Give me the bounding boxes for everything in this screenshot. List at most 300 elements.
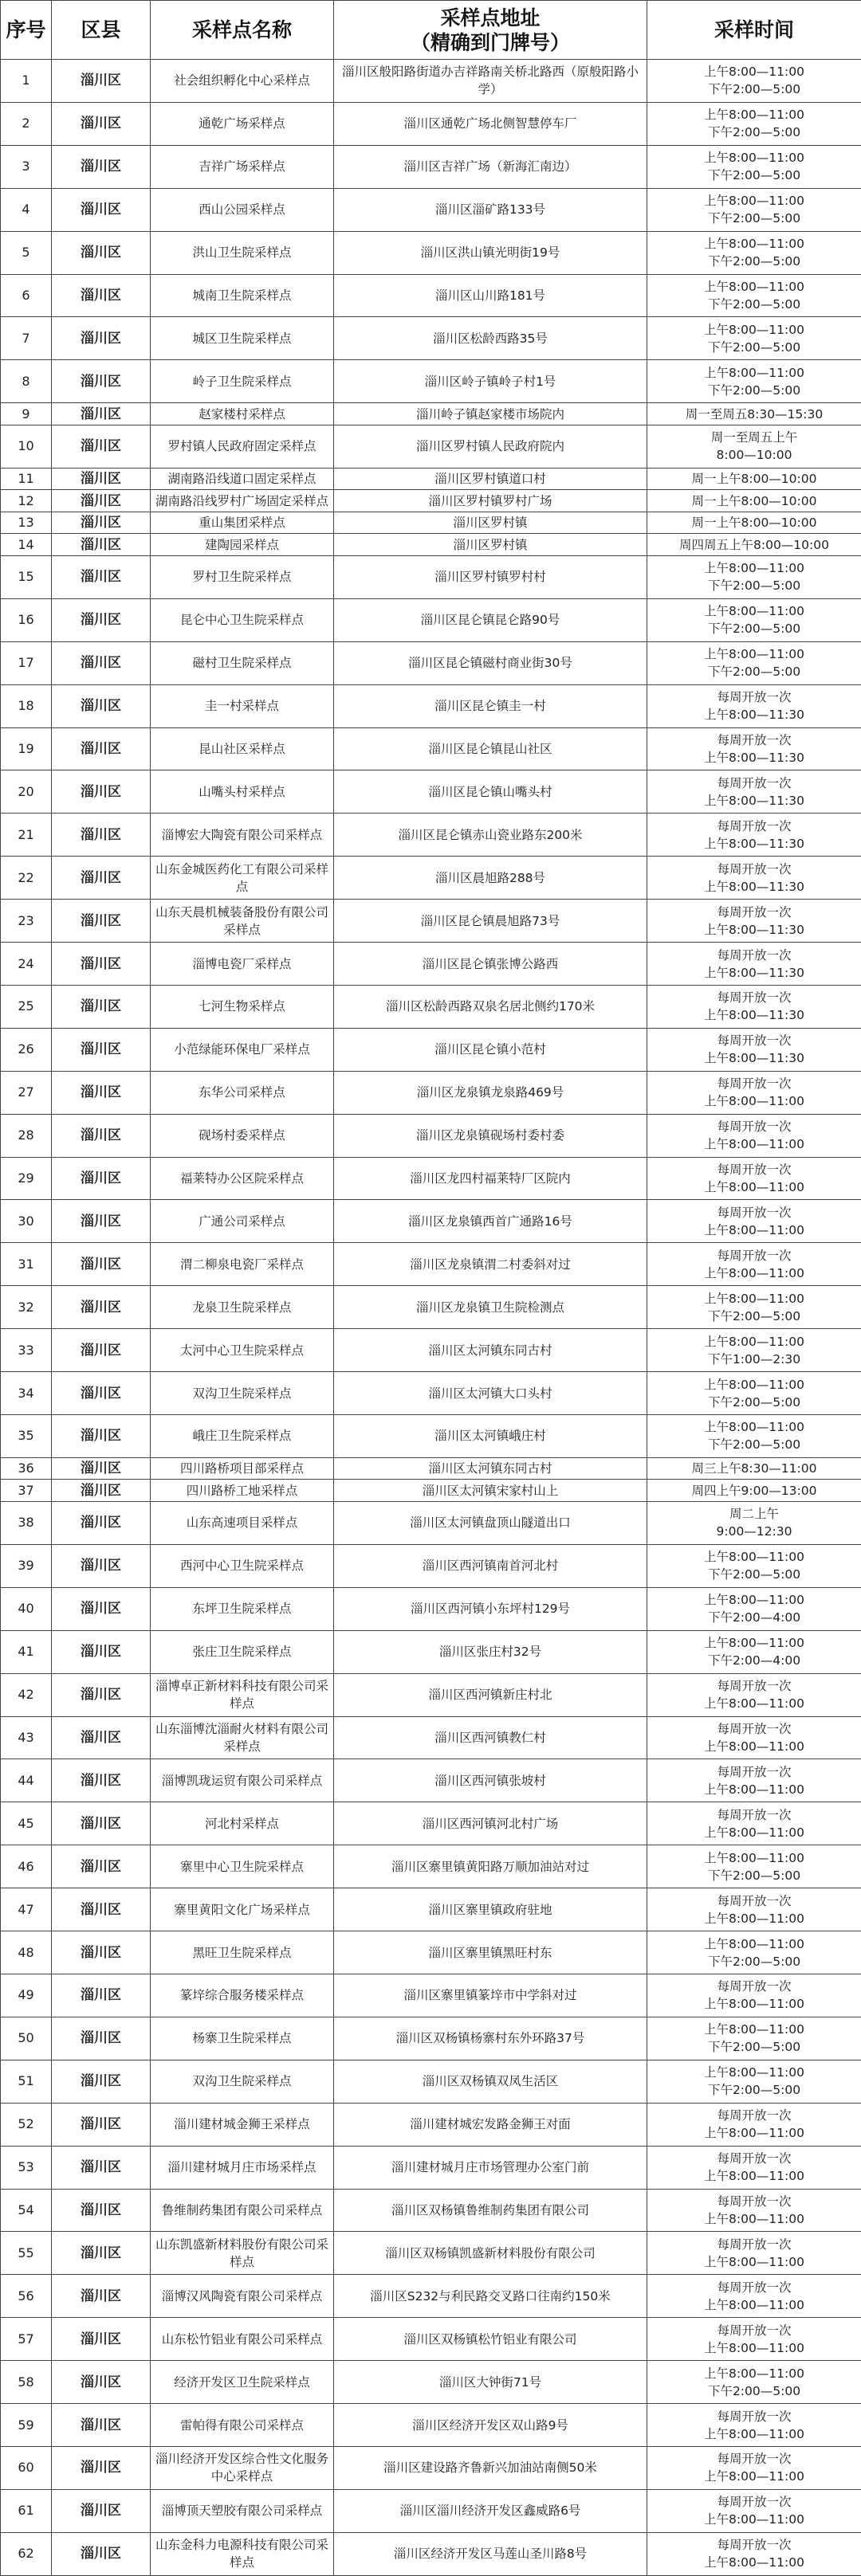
cell-county: 淄川区	[52, 2232, 151, 2275]
table-row	[1, 534, 861, 556]
cell-sampling-time: 上午8:00—11:00 下午2:00—5:00	[647, 60, 861, 103]
cell-index: 53	[1, 2146, 52, 2189]
table-row	[1, 231, 861, 274]
cell-sampling-time: 上午8:00—11:00 下午2:00—5:00	[647, 555, 861, 598]
table-row	[1, 1071, 861, 1114]
cell-site-address: 淄川区太河镇东同古村	[334, 1329, 647, 1372]
cell-site-address: 淄川区太河镇宋家村山上	[334, 1480, 647, 1502]
cell-sampling-time: 上午8:00—11:00 下午1:00—2:30	[647, 1329, 861, 1372]
cell-sampling-time: 每周开放一次 上午8:00—11:30	[647, 985, 861, 1028]
cell-site-name: 山东凯盛新材料股份有限公司采样点	[151, 2232, 334, 2275]
cell-county: 淄川区	[52, 770, 151, 814]
table-row	[1, 360, 861, 403]
cell-site-address: 淄川区晨旭路288号	[334, 857, 647, 900]
cell-county: 淄川区	[52, 60, 151, 103]
cell-county: 淄川区	[52, 1329, 151, 1372]
cell-site-address: 淄川区昆仑镇小范村	[334, 1028, 647, 1071]
cell-site-name: 淄博凯珑运贸有限公司采样点	[151, 1759, 334, 1802]
cell-site-address: 淄川区般阳路街道办吉祥路南关桥北路西（原般阳路小学）	[334, 60, 647, 103]
cell-index: 1	[1, 60, 52, 103]
cell-site-address: 淄川区西河镇教仁村	[334, 1716, 647, 1759]
table-row	[1, 2275, 861, 2318]
cell-index: 60	[1, 2446, 52, 2489]
table-row	[1, 1544, 861, 1587]
cell-index: 58	[1, 2361, 52, 2404]
table-row	[1, 770, 861, 814]
cell-site-name: 淄博顶天塑胶有限公司采样点	[151, 2489, 334, 2532]
cell-site-name: 山东金科力电源科技有限公司采样点	[151, 2532, 334, 2575]
cell-index: 49	[1, 1974, 52, 2017]
cell-site-address: 淄川区昆仑镇昆山社区	[334, 727, 647, 770]
table-row	[1, 2232, 861, 2275]
cell-site-address: 淄川区龙四村福莱特厂区院内	[334, 1157, 647, 1200]
cell-sampling-time: 周一上午8:00—10:00	[647, 490, 861, 512]
cell-site-address: 淄川区西河镇新庄村北	[334, 1673, 647, 1716]
cell-site-name: 赵家楼村采样点	[151, 403, 334, 425]
cell-site-name: 砚场村委采样点	[151, 1114, 334, 1157]
cell-county: 淄川区	[52, 1888, 151, 1931]
cell-sampling-time: 上午8:00—11:00 下午2:00—5:00	[647, 2060, 861, 2103]
cell-index: 27	[1, 1071, 52, 1114]
cell-index: 9	[1, 403, 52, 425]
cell-site-name: 雷帕得有限公司采样点	[151, 2404, 334, 2447]
cell-sampling-time: 上午8:00—11:00 下午2:00—5:00	[647, 231, 861, 274]
cell-sampling-time: 周一上午8:00—10:00	[647, 512, 861, 534]
cell-county: 淄川区	[52, 1286, 151, 1329]
cell-index: 29	[1, 1157, 52, 1200]
cell-county: 淄川区	[52, 512, 151, 534]
table-row	[1, 60, 861, 103]
cell-county: 淄川区	[52, 1200, 151, 1243]
cell-site-address: 淄川区松龄西路双泉名居北侧约170米	[334, 985, 647, 1028]
cell-site-address: 淄川区龙泉镇西首广通路16号	[334, 1200, 647, 1243]
cell-site-name: 淄川建材城月庄市场采样点	[151, 2146, 334, 2189]
cell-sampling-time: 每周开放一次 上午8:00—11:00	[647, 2532, 861, 2575]
cell-sampling-time: 每周开放一次 上午8:00—11:30	[647, 943, 861, 986]
cell-index: 11	[1, 468, 52, 490]
table-row	[1, 943, 861, 986]
cell-index: 30	[1, 1200, 52, 1243]
cell-site-address: 淄川区寨里镇黑旺村东	[334, 1931, 647, 1974]
cell-site-address: 淄川区吉祥广场（新海汇南边）	[334, 145, 647, 188]
cell-county: 淄川区	[52, 598, 151, 641]
cell-site-name: 四川路桥项目部采样点	[151, 1457, 334, 1480]
cell-site-address: 淄川区罗村镇道口村	[334, 468, 647, 490]
cell-site-address: 淄川区昆仑镇磁村商业街30号	[334, 641, 647, 684]
cell-index: 36	[1, 1457, 52, 1480]
cell-site-name: 罗村卫生院采样点	[151, 555, 334, 598]
cell-site-address: 淄川区通乾广场北侧智慧停车厂	[334, 102, 647, 145]
cell-county: 淄川区	[52, 468, 151, 490]
cell-site-name: 山东高速项目采样点	[151, 1502, 334, 1545]
cell-site-address: 淄川区淄矿路133号	[334, 188, 647, 231]
cell-county: 淄川区	[52, 2189, 151, 2232]
cell-sampling-time: 每周开放一次 上午8:00—11:00	[647, 2489, 861, 2532]
table-row	[1, 425, 861, 468]
table-row	[1, 1502, 861, 1545]
cell-sampling-time: 周二上午 9:00—12:30	[647, 1502, 861, 1545]
header-index: 序号	[1, 1, 52, 60]
table-row	[1, 2103, 861, 2146]
cell-index: 4	[1, 188, 52, 231]
cell-sampling-time: 每周开放一次 上午8:00—11:00	[647, 2103, 861, 2146]
cell-county: 淄川区	[52, 684, 151, 727]
cell-site-address: 淄川建材城宏发路金狮王对面	[334, 2103, 647, 2146]
table-row	[1, 1200, 861, 1243]
cell-index: 61	[1, 2489, 52, 2532]
cell-site-name: 张庄卫生院采样点	[151, 1630, 334, 1673]
cell-county: 淄川区	[52, 2446, 151, 2489]
cell-site-address: 淄川区双杨镇鲁维制药集团有限公司	[334, 2189, 647, 2232]
cell-county: 淄川区	[52, 1759, 151, 1802]
cell-county: 淄川区	[52, 555, 151, 598]
cell-site-name: 河北村采样点	[151, 1802, 334, 1845]
cell-index: 14	[1, 534, 52, 556]
cell-county: 淄川区	[52, 2318, 151, 2361]
cell-county: 淄川区	[52, 1415, 151, 1458]
cell-site-name: 福莱特办公区院采样点	[151, 1157, 334, 1200]
cell-site-address: 淄川区寨里镇篆垶市中学斜对过	[334, 1974, 647, 2017]
cell-sampling-time: 每周开放一次 上午8:00—11:30	[647, 900, 861, 943]
cell-site-address: 淄川区寨里镇黄阳路万顺加油站对过	[334, 1845, 647, 1888]
cell-index: 7	[1, 317, 52, 360]
header-sampling-time: 采样时间	[647, 1, 861, 60]
table-row	[1, 2361, 861, 2404]
cell-site-name: 龙泉卫生院采样点	[151, 1286, 334, 1329]
table-row	[1, 985, 861, 1028]
cell-county: 淄川区	[52, 985, 151, 1028]
table-row	[1, 1457, 861, 1480]
cell-site-address: 淄川区洪山镇光明街19号	[334, 231, 647, 274]
cell-site-name: 篆垶综合服务楼采样点	[151, 1974, 334, 2017]
cell-index: 55	[1, 2232, 52, 2275]
cell-sampling-time: 每周开放一次 上午8:00—11:30	[647, 770, 861, 814]
table-row	[1, 1802, 861, 1845]
table-row	[1, 727, 861, 770]
cell-site-name: 山东松竹铝业有限公司采样点	[151, 2318, 334, 2361]
cell-site-address: 淄川区西河镇小东坪村129号	[334, 1587, 647, 1630]
cell-site-name: 渭二柳泉电瓷厂采样点	[151, 1243, 334, 1286]
cell-site-name: 淄博电瓷厂采样点	[151, 943, 334, 986]
cell-site-name: 磁村卫生院采样点	[151, 641, 334, 684]
cell-site-address: 淄川区昆仑镇赤山瓷业路东200米	[334, 814, 647, 857]
cell-sampling-time: 每周开放一次 上午8:00—11:00	[647, 2318, 861, 2361]
cell-county: 淄川区	[52, 2404, 151, 2447]
table-row	[1, 1716, 861, 1759]
cell-sampling-time: 每周开放一次 上午8:00—11:00	[647, 1716, 861, 1759]
table-row	[1, 2146, 861, 2189]
cell-index: 57	[1, 2318, 52, 2361]
cell-county: 淄川区	[52, 1502, 151, 1545]
cell-site-name: 建陶园采样点	[151, 534, 334, 556]
cell-site-name: 四川路桥工地采样点	[151, 1480, 334, 1502]
cell-sampling-time: 周三上午8:30—11:00	[647, 1457, 861, 1480]
cell-site-address: 淄川区昆仑镇山嘴头村	[334, 770, 647, 814]
cell-sampling-time: 周四周五上午8:00—10:00	[647, 534, 861, 556]
cell-sampling-time: 每周开放一次 上午8:00—11:00	[647, 1888, 861, 1931]
cell-sampling-time: 每周开放一次 上午8:00—11:00	[647, 2189, 861, 2232]
table-row	[1, 900, 861, 943]
cell-index: 37	[1, 1480, 52, 1502]
table-row	[1, 1587, 861, 1630]
cell-county: 淄川区	[52, 2532, 151, 2575]
cell-sampling-time: 每周开放一次 上午8:00—11:00	[647, 2232, 861, 2275]
cell-index: 47	[1, 1888, 52, 1931]
table-row	[1, 598, 861, 641]
cell-site-name: 七河生物采样点	[151, 985, 334, 1028]
table-row	[1, 1028, 861, 1071]
cell-sampling-time: 上午8:00—11:00 下午2:00—5:00	[647, 1845, 861, 1888]
cell-site-address: 淄川区双杨镇凯盛新材料股份有限公司	[334, 2232, 647, 2275]
cell-index: 12	[1, 490, 52, 512]
table-row	[1, 145, 861, 188]
cell-county: 淄川区	[52, 102, 151, 145]
cell-sampling-time: 每周开放一次 上午8:00—11:00	[647, 1974, 861, 2017]
cell-sampling-time: 周一至周五8:30—15:30	[647, 403, 861, 425]
cell-site-address: 淄川区龙泉镇渭二村委斜对过	[334, 1243, 647, 1286]
cell-county: 淄川区	[52, 1931, 151, 1974]
cell-sampling-time: 上午8:00—11:00 下午2:00—5:00	[647, 145, 861, 188]
cell-county: 淄川区	[52, 900, 151, 943]
cell-sampling-time: 上午8:00—11:00 下午2:00—5:00	[647, 317, 861, 360]
cell-sampling-time: 每周开放一次 上午8:00—11:30	[647, 727, 861, 770]
cell-site-name: 湖南路沿线道口固定采样点	[151, 468, 334, 490]
cell-site-address: 淄川区罗村镇罗村村	[334, 555, 647, 598]
table-row	[1, 641, 861, 684]
cell-index: 10	[1, 425, 52, 468]
cell-index: 42	[1, 1673, 52, 1716]
table-row	[1, 317, 861, 360]
cell-sampling-time: 上午8:00—11:00 下午2:00—5:00	[647, 360, 861, 403]
cell-county: 淄川区	[52, 1802, 151, 1845]
cell-site-address: 淄川区罗村镇	[334, 534, 647, 556]
cell-index: 39	[1, 1544, 52, 1587]
cell-site-name: 湖南路沿线罗村广场固定采样点	[151, 490, 334, 512]
table-row	[1, 2489, 861, 2532]
cell-county: 淄川区	[52, 2275, 151, 2318]
cell-site-address: 淄川区淄川经济开发区鑫威路6号	[334, 2489, 647, 2532]
cell-site-name: 西河中心卫生院采样点	[151, 1544, 334, 1587]
table-row	[1, 1845, 861, 1888]
table-row	[1, 814, 861, 857]
cell-index: 40	[1, 1587, 52, 1630]
cell-index: 50	[1, 2017, 52, 2060]
cell-site-address: 淄川区太河镇东同古村	[334, 1457, 647, 1480]
cell-site-name: 淄博汉风陶瓷有限公司采样点	[151, 2275, 334, 2318]
cell-sampling-time: 每周开放一次 上午8:00—11:00	[647, 1759, 861, 1802]
cell-site-name: 山东淄博沈淄耐火材料有限公司采样点	[151, 1716, 334, 1759]
cell-county: 淄川区	[52, 231, 151, 274]
cell-county: 淄川区	[52, 857, 151, 900]
cell-index: 32	[1, 1286, 52, 1329]
table-row	[1, 490, 861, 512]
cell-site-address: 淄川区龙泉镇砚场村委村委	[334, 1114, 647, 1157]
cell-sampling-time: 上午8:00—11:00 下午2:00—4:00	[647, 1630, 861, 1673]
cell-index: 51	[1, 2060, 52, 2103]
table-row	[1, 1329, 861, 1372]
cell-county: 淄川区	[52, 1544, 151, 1587]
cell-index: 22	[1, 857, 52, 900]
cell-site-name: 重山集团采样点	[151, 512, 334, 534]
cell-sampling-time: 每周开放一次 上午8:00—11:00	[647, 1802, 861, 1845]
cell-county: 淄川区	[52, 2489, 151, 2532]
table-row	[1, 468, 861, 490]
cell-site-name: 经济开发区卫生院采样点	[151, 2361, 334, 2404]
cell-site-address: 淄川区S232与利民路交叉路口往南约150米	[334, 2275, 647, 2318]
cell-sampling-time: 周四上午9:00—13:00	[647, 1480, 861, 1502]
cell-site-name: 山东天晨机械装备股份有限公司采样点	[151, 900, 334, 943]
cell-sampling-time: 每周开放一次 上午8:00—11:30	[647, 1028, 861, 1071]
cell-site-name: 圭一村采样点	[151, 684, 334, 727]
cell-index: 6	[1, 274, 52, 317]
table-row	[1, 2404, 861, 2447]
table-row	[1, 1372, 861, 1415]
cell-sampling-time: 每周开放一次 上午8:00—11:00	[647, 1673, 861, 1716]
cell-county: 淄川区	[52, 1071, 151, 1114]
cell-sampling-time: 上午8:00—11:00 下午2:00—5:00	[647, 598, 861, 641]
cell-county: 淄川区	[52, 1480, 151, 1502]
cell-county: 淄川区	[52, 727, 151, 770]
cell-sampling-time: 上午8:00—11:00 下午2:00—5:00	[647, 1415, 861, 1458]
cell-sampling-time: 每周开放一次 上午8:00—11:00	[647, 1071, 861, 1114]
cell-sampling-time: 周一至周五上午 8:00—10:00	[647, 425, 861, 468]
cell-site-address: 淄川区昆仑镇昆仑路90号	[334, 598, 647, 641]
cell-site-name: 洪山卫生院采样点	[151, 231, 334, 274]
table-row	[1, 274, 861, 317]
cell-index: 43	[1, 1716, 52, 1759]
cell-sampling-time: 每周开放一次 上午8:00—11:30	[647, 857, 861, 900]
cell-site-name: 岭子卫生院采样点	[151, 360, 334, 403]
cell-county: 淄川区	[52, 2017, 151, 2060]
cell-site-name: 昆仑中心卫生院采样点	[151, 598, 334, 641]
cell-index: 15	[1, 555, 52, 598]
cell-site-name: 东华公司采样点	[151, 1071, 334, 1114]
cell-index: 33	[1, 1329, 52, 1372]
cell-site-address: 淄川区罗村镇人民政府院内	[334, 425, 647, 468]
cell-index: 48	[1, 1931, 52, 1974]
table-row	[1, 2189, 861, 2232]
cell-county: 淄川区	[52, 1243, 151, 1286]
cell-sampling-time: 每周开放一次 上午8:00—11:00	[647, 1200, 861, 1243]
cell-site-address: 淄川建材城月庄市场管理办公室门前	[334, 2146, 647, 2189]
cell-sampling-time: 每周开放一次 上午8:00—11:00	[647, 2146, 861, 2189]
cell-sampling-time: 上午8:00—11:00 下午2:00—5:00	[647, 2361, 861, 2404]
cell-index: 38	[1, 1502, 52, 1545]
cell-site-name: 寨里黄阳文化广场采样点	[151, 1888, 334, 1931]
cell-county: 淄川区	[52, 2146, 151, 2189]
cell-site-address: 淄川区西河镇南首河北村	[334, 1544, 647, 1587]
table-row	[1, 2017, 861, 2060]
cell-site-address: 淄川区太河镇盘顶山隧道出口	[334, 1502, 647, 1545]
cell-sampling-time: 上午8:00—11:00 下午2:00—5:00	[647, 641, 861, 684]
cell-county: 淄川区	[52, 1372, 151, 1415]
cell-index: 2	[1, 102, 52, 145]
cell-sampling-time: 每周开放一次 上午8:00—11:00	[647, 2446, 861, 2489]
cell-sampling-time: 上午8:00—11:00 下午2:00—5:00	[647, 188, 861, 231]
cell-site-name: 淄博卓正新材料科技有限公司采样点	[151, 1673, 334, 1716]
cell-index: 56	[1, 2275, 52, 2318]
cell-index: 34	[1, 1372, 52, 1415]
cell-site-name: 太河中心卫生院采样点	[151, 1329, 334, 1372]
cell-site-address: 淄川区昆仑镇张博公路西	[334, 943, 647, 986]
cell-site-name: 峨庄卫生院采样点	[151, 1415, 334, 1458]
cell-index: 25	[1, 985, 52, 1028]
cell-county: 淄川区	[52, 1974, 151, 2017]
cell-site-address: 淄川区双杨镇杨寨村东外环路37号	[334, 2017, 647, 2060]
cell-index: 62	[1, 2532, 52, 2575]
table-row	[1, 512, 861, 534]
cell-index: 3	[1, 145, 52, 188]
cell-site-name: 山东金城医药化工有限公司采样点	[151, 857, 334, 900]
cell-sampling-time: 上午8:00—11:00 下午2:00—5:00	[647, 1286, 861, 1329]
table-row	[1, 1157, 861, 1200]
cell-sampling-time: 上午8:00—11:00 下午2:00—5:00	[647, 1931, 861, 1974]
cell-sampling-time: 每周开放一次 上午8:00—11:00	[647, 1243, 861, 1286]
table-row	[1, 403, 861, 425]
table-row	[1, 2060, 861, 2103]
cell-site-address: 淄川区昆仑镇圭一村	[334, 684, 647, 727]
cell-site-name: 山嘴头村采样点	[151, 770, 334, 814]
cell-site-name: 城区卫生院采样点	[151, 317, 334, 360]
cell-site-address: 淄川岭子镇赵家楼市场院内	[334, 403, 647, 425]
cell-site-name: 双沟卫生院采样点	[151, 2060, 334, 2103]
cell-index: 13	[1, 512, 52, 534]
cell-site-name: 淄博宏大陶瓷有限公司采样点	[151, 814, 334, 857]
cell-index: 31	[1, 1243, 52, 1286]
cell-county: 淄川区	[52, 188, 151, 231]
cell-county: 淄川区	[52, 1716, 151, 1759]
cell-site-name: 小范绿能环保电厂采样点	[151, 1028, 334, 1071]
cell-index: 16	[1, 598, 52, 641]
cell-site-address: 淄川区岭子镇岭子村1号	[334, 360, 647, 403]
table-row	[1, 1931, 861, 1974]
cell-county: 淄川区	[52, 1157, 151, 1200]
cell-county: 淄川区	[52, 943, 151, 986]
cell-index: 20	[1, 770, 52, 814]
cell-index: 19	[1, 727, 52, 770]
cell-site-address: 淄川区松龄西路35号	[334, 317, 647, 360]
cell-index: 28	[1, 1114, 52, 1157]
cell-county: 淄川区	[52, 534, 151, 556]
cell-index: 5	[1, 231, 52, 274]
cell-county: 淄川区	[52, 274, 151, 317]
cell-site-name: 通乾广场采样点	[151, 102, 334, 145]
cell-site-address: 淄川区罗村镇	[334, 512, 647, 534]
cell-sampling-time: 上午8:00—11:00 下午2:00—5:00	[647, 1544, 861, 1587]
cell-index: 59	[1, 2404, 52, 2447]
cell-sampling-time: 每周开放一次 上午8:00—11:30	[647, 814, 861, 857]
cell-site-address: 淄川区经济开发区马莲山圣川路8号	[334, 2532, 647, 2575]
table-row	[1, 1630, 861, 1673]
table-row	[1, 1888, 861, 1931]
cell-site-address: 淄川区山川路181号	[334, 274, 647, 317]
cell-site-name: 广通公司采样点	[151, 1200, 334, 1243]
cell-county: 淄川区	[52, 814, 151, 857]
cell-county: 淄川区	[52, 1845, 151, 1888]
cell-site-name: 罗村镇人民政府固定采样点	[151, 425, 334, 468]
cell-county: 淄川区	[52, 1028, 151, 1071]
cell-site-name: 淄川建材城金狮王采样点	[151, 2103, 334, 2146]
cell-index: 54	[1, 2189, 52, 2232]
cell-site-name: 淄川经济开发区综合性文化服务中心采样点	[151, 2446, 334, 2489]
cell-county: 淄川区	[52, 1630, 151, 1673]
header-county: 区县	[52, 1, 151, 60]
table-row	[1, 1974, 861, 2017]
cell-index: 46	[1, 1845, 52, 1888]
cell-site-address: 淄川区龙泉镇卫生院检测点	[334, 1286, 647, 1329]
cell-sampling-time: 上午8:00—11:00 下午2:00—5:00	[647, 1372, 861, 1415]
table-row	[1, 2532, 861, 2575]
